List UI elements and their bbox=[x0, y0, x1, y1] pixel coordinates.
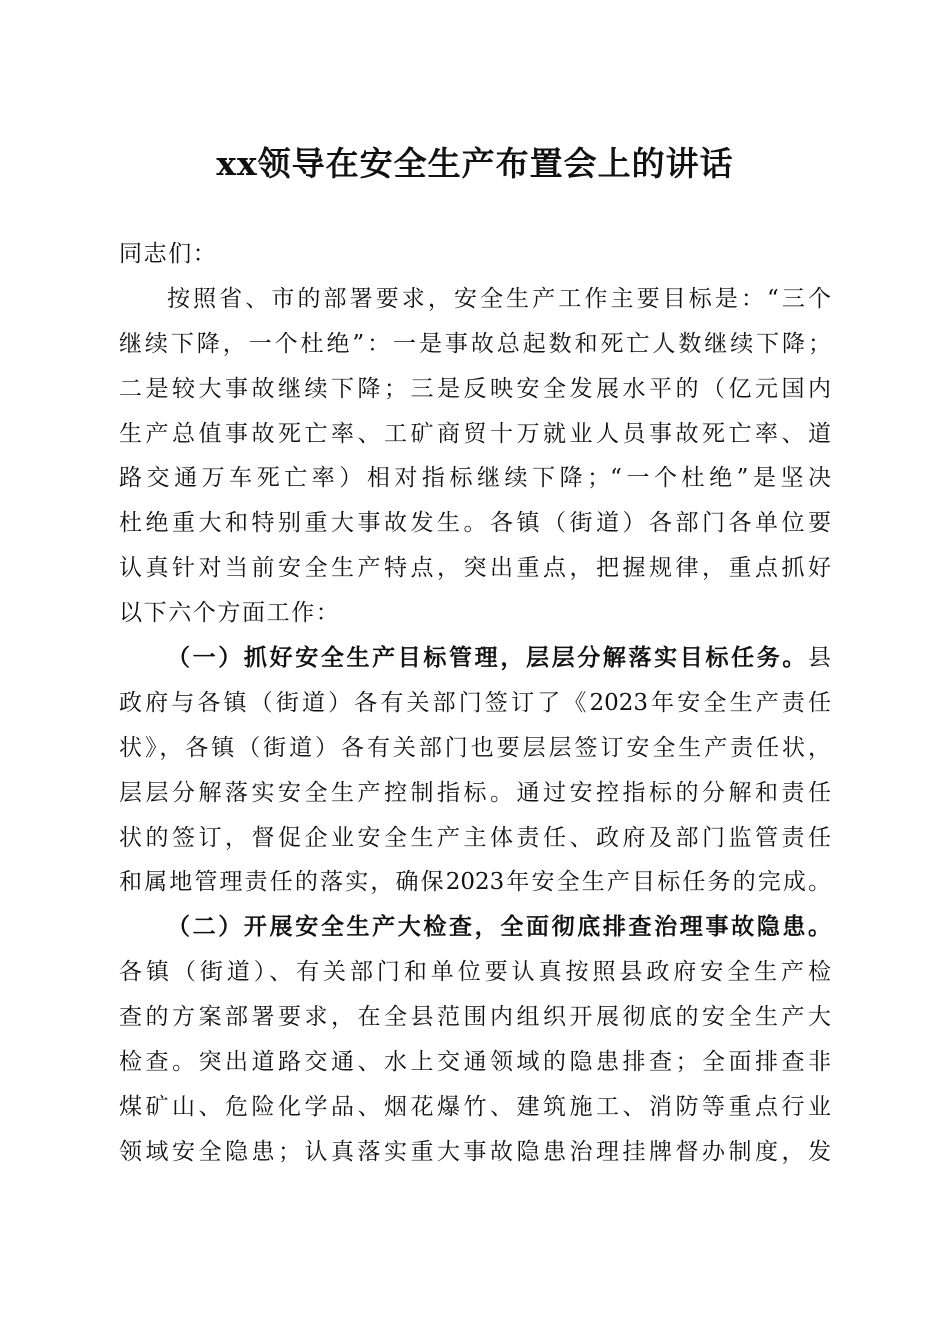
paragraph bbox=[119, 636, 831, 905]
line-text: 路交通万车死亡率）相对指标继续下降；“一个杜绝”是坚决 bbox=[119, 465, 831, 492]
paragraph bbox=[119, 905, 831, 1174]
text-line bbox=[119, 277, 831, 322]
text-line bbox=[119, 412, 831, 457]
document-body bbox=[119, 232, 831, 1175]
line-text: 以下六个方面工作： bbox=[119, 600, 341, 627]
text-line bbox=[119, 546, 831, 591]
line-text: 和属地管理责任的落实，确保2023年安全生产目标任务的完成。 bbox=[119, 869, 831, 896]
line-text: 县 bbox=[808, 645, 831, 672]
text-line bbox=[119, 322, 831, 367]
line-text: 查的方案部署要求，在全县范围内组织开展彻底的安全生产大 bbox=[119, 1004, 831, 1031]
section-heading: （二）开展安全生产大检查，全面彻底排查治理事故隐患。 bbox=[167, 913, 831, 941]
line-text: 认真针对当前安全生产特点，突出重点，把握规律，重点抓好 bbox=[119, 555, 831, 582]
text-line bbox=[119, 681, 831, 726]
line-text: 状》，各镇（街道）各有关部门也要层层签订安全生产责任状， bbox=[119, 734, 831, 761]
line-text: 政府与各镇（街道）各有关部门签订了《2023年安全生产责任 bbox=[119, 689, 831, 716]
text-line bbox=[119, 726, 831, 771]
text-line bbox=[119, 1040, 831, 1085]
line-text: 状的签订，督促企业安全生产主体责任、政府及部门监管责任 bbox=[119, 824, 831, 851]
text-line bbox=[119, 636, 831, 681]
line-text: 生产总值事故死亡率、工矿商贸十万就业人员事故死亡率、道 bbox=[119, 420, 831, 447]
line-text: 检查。突出道路交通、水上交通领域的隐患排查；全面排查非 bbox=[119, 1049, 831, 1076]
text-line bbox=[119, 456, 831, 501]
text-line bbox=[119, 995, 831, 1040]
text-line bbox=[119, 1085, 831, 1130]
line-text: 煤矿山、危险化学品、烟花爆竹、建筑施工、消防等重点行业 bbox=[119, 1093, 831, 1120]
text-line bbox=[119, 1130, 831, 1175]
line-text: 层层分解落实安全生产控制指标。通过安控指标的分解和责任 bbox=[119, 779, 831, 806]
document-title: xx领导在安全生产布置会上的讲话 bbox=[216, 144, 734, 183]
text-line bbox=[119, 501, 831, 546]
text-line bbox=[119, 816, 831, 861]
section-heading: （一）抓好安全生产目标管理，层层分解落实目标任务。 bbox=[167, 644, 808, 672]
text-line bbox=[119, 771, 831, 816]
line-text: 继续下降，一个杜绝”：一是事故总起数和死亡人数继续下降； bbox=[119, 330, 831, 357]
line-text: 领域安全隐患；认真落实重大事故隐患治理挂牌督办制度，发 bbox=[119, 1138, 831, 1165]
text-line bbox=[119, 591, 831, 636]
text-line bbox=[119, 860, 831, 905]
salutation: 同志们： bbox=[119, 241, 218, 267]
text-line bbox=[119, 367, 831, 412]
line-text: 按照省、市的部署要求，安全生产工作主要目标是：“三个 bbox=[167, 285, 831, 312]
paragraph bbox=[119, 277, 831, 636]
text-line bbox=[119, 950, 831, 995]
line-text: 二是较大事故继续下降；三是反映安全发展水平的（亿元国内 bbox=[119, 375, 831, 402]
text-line bbox=[119, 905, 831, 950]
line-text: 杜绝重大和特别重大事故发生。各镇（街道）各部门各单位要 bbox=[119, 510, 831, 537]
line-text: 各镇（街道）、有关部门和单位要认真按照县政府安全生产检 bbox=[119, 959, 831, 986]
